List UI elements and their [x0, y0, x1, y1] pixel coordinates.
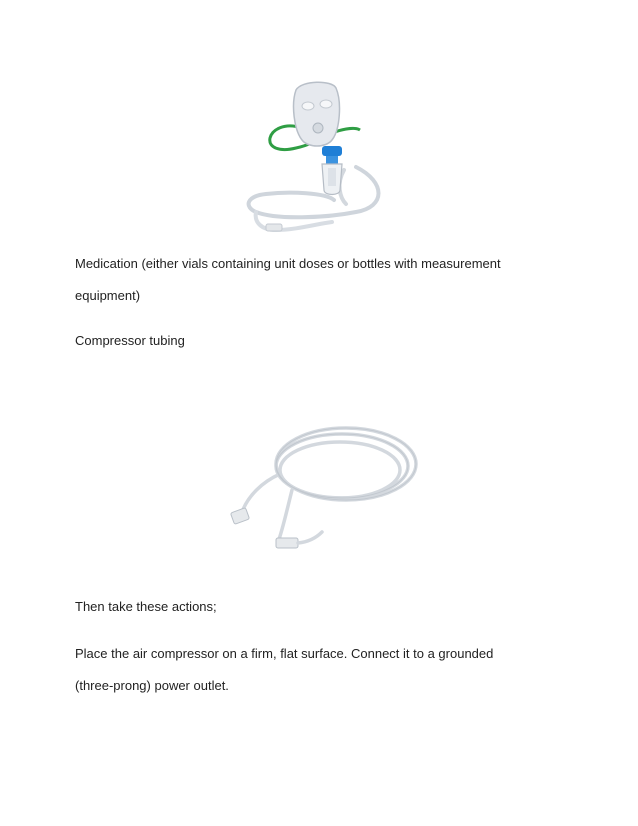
paragraph-compressor-tubing: Compressor tubing	[75, 333, 185, 348]
nebulizer-mask-image	[236, 72, 408, 244]
paragraph-medication: Medication (either vials containing unit doses or bottles with measurement	[75, 256, 501, 271]
paragraph-actions-intro: Then take these actions;	[75, 599, 217, 614]
paragraph-place-compressor: Place the air compressor on a firm, flat surface. Connect it to a grounded	[75, 646, 494, 661]
paragraph-place-compressor-continued: (three-prong) power outlet.	[75, 678, 229, 693]
nebulizer-mask-illustration	[236, 72, 408, 244]
compressor-tubing-image	[222, 414, 418, 554]
compressor-tubing-illustration	[222, 414, 418, 554]
paragraph-medication-continued: equipment)	[75, 288, 141, 303]
